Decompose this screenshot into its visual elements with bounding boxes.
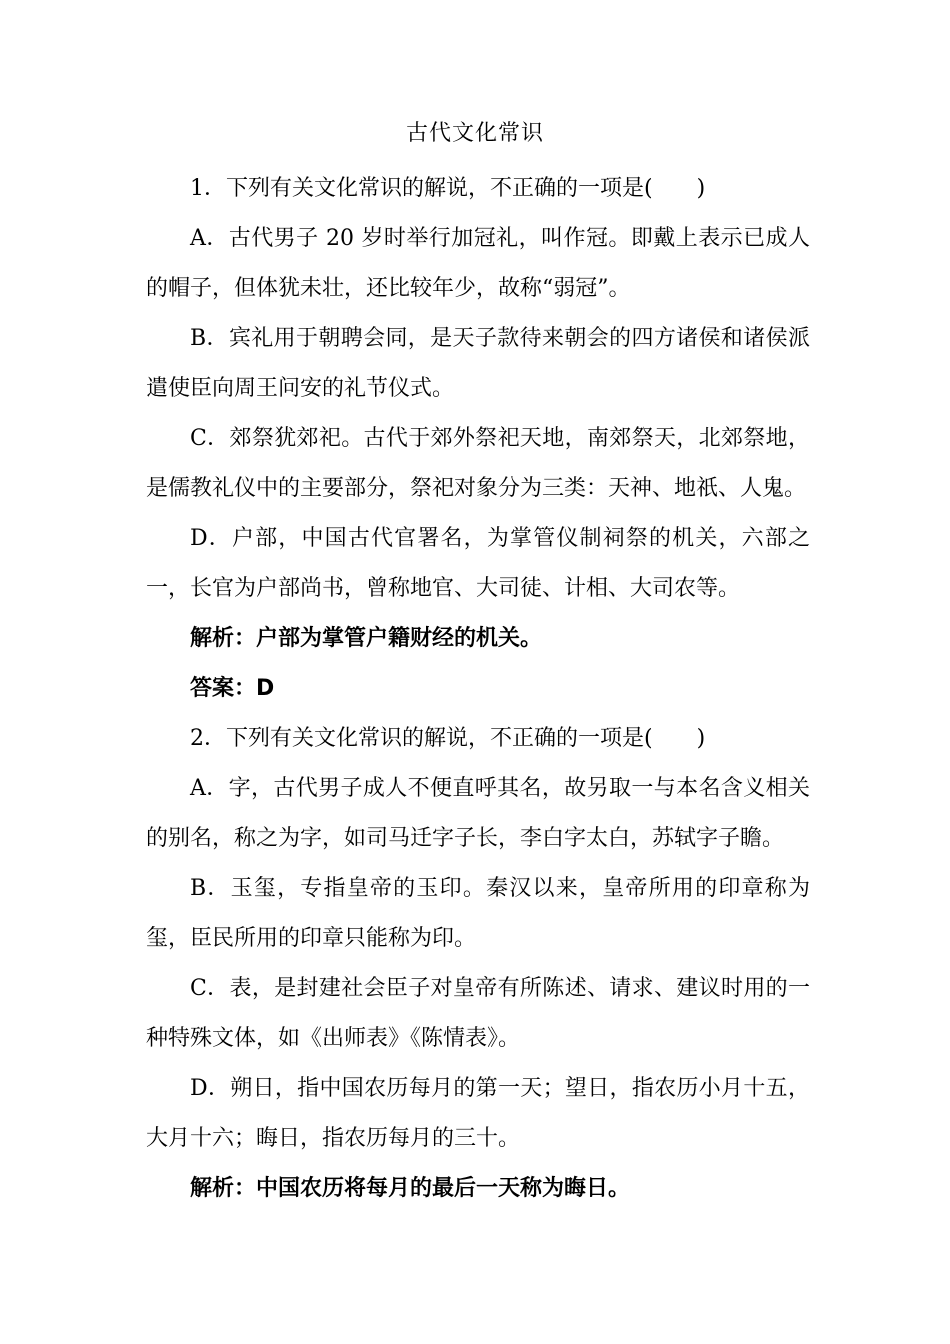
document-body bbox=[146, 164, 810, 1214]
question-2-option-d: D．朔日，指中国农历每月的第一天；望日，指农历小月十五，大月十六；晦日，指农历每月的三十。 bbox=[146, 1076, 810, 1151]
question-1-option-d: D．户部，中国古代官署名，为掌管仪制祠祭的机关，六部之一，长官为户部尚书，曾称地官、大司徒、计相、大司农等。 bbox=[146, 526, 810, 601]
question-1-analysis: 解析：户部为掌管户籍财经的机关。 bbox=[190, 626, 543, 651]
question-1-option-a: A．古代男子 20 岁时举行加冠礼，叫作冠。即戴上表示已成人的帽子，但体犹未壮，还比较年少，故称“弱冠”。 bbox=[146, 226, 810, 301]
question-2-option-c: C．表，是封建社会臣子对皇帝有所陈述、请求、建议时用的一种特殊文体，如《出师表》《陈情表》。 bbox=[146, 976, 810, 1051]
question-1-stem: 1．下列有关文化常识的解说，不正确的一项是( ) bbox=[190, 176, 706, 201]
question-1-option-c: C．郊祭犹郊祀。古代于郊外祭祀天地，南郊祭天，北郊祭地，是儒教礼仪中的主要部分，祭祀对象分为三类：天神、地祇、人鬼。 bbox=[146, 426, 810, 501]
question-2-option-b: B．玉玺，专指皇帝的玉印。秦汉以来，皇帝所用的印章称为玺，臣民所用的印章只能称为印。 bbox=[146, 876, 810, 951]
question-2-stem: 2．下列有关文化常识的解说，不正确的一项是( ) bbox=[190, 726, 706, 751]
question-2-analysis: 解析：中国农历将每月的最后一天称为晦日。 bbox=[190, 1176, 631, 1201]
question-2-option-a: A．字，古代男子成人不便直呼其名，故另取一与本名含义相关的别名，称之为字，如司马迁字子长，李白字太白，苏轼字子瞻。 bbox=[146, 776, 810, 851]
question-1-answer: 答案：D bbox=[190, 676, 275, 701]
page-title: 古代文化常识 bbox=[405, 121, 544, 146]
question-1-option-b: B．宾礼用于朝聘会同，是天子款待来朝会的四方诸侯和诸侯派遣使臣向周王问安的礼节仪式。 bbox=[146, 326, 810, 401]
